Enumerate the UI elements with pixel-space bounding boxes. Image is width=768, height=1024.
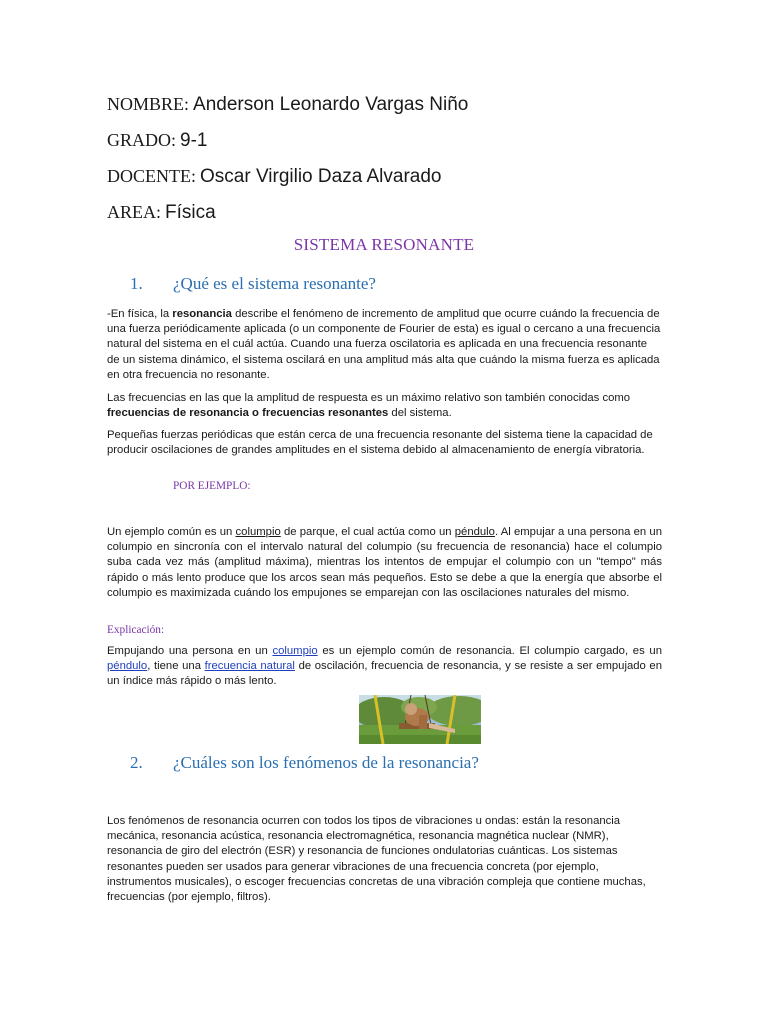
q2-paragraph-1: Los fenómenos de resonancia ocurren con todos los tipos de vibraciones u ondas: están la resonancia mecánica, resonancia acústica, resonancia electromagnética, resonancia magnética nuclear (NMR), resonancia de giro del electrón (ESR) y resonancia de funciones ondulatorias cuánticas. Los sistemas resonantes pueden ser usados para generar vibraciones de una frecuencia concreta (por ejemplo, instrumentos musicales), o escoger frecuencias concretas de una vibración compleja que contiene muchas, frecuencias (por ejemplo, filtros). xyxy=(107,815,646,904)
docente-label: DOCENTE: xyxy=(107,166,196,186)
q1-paragraph-1: -En física, la resonancia describe el fenómeno de incremento de amplitud que ocurre cuándo la frecuencia de una fuerza periódicamente aplicada (o un componente de Fourier de esta) es igual o cercano a una frecuencia natural del sistema en el cuál actúa. Cuando una fuerza oscilatoria es aplicada en una frecuencia resonante de un sistema dinámico, el sistema oscilará en una amplitud más alta que cuándo la misma fuerza es aplicada en otra frecuencia no resonante. xyxy=(107,308,661,381)
question-1-text: ¿Qué es el sistema resonante? xyxy=(173,274,376,293)
swing-photo-illustration xyxy=(359,695,481,744)
grado-line xyxy=(107,126,207,156)
question-2-text: ¿Cuáles son los fenómenos de la resonancia? xyxy=(173,753,479,772)
term-resonancia: resonancia xyxy=(172,308,232,320)
example-label: POR EJEMPLO: xyxy=(173,480,251,492)
q1-paragraph-2: Las frecuencias en las que la amplitud de respuesta es un máximo relativo son también conocidas como frecuencias de resonancia o frecuencias resonantes del sistema. xyxy=(107,392,631,420)
frecuencia-natural-link[interactable]: frecuencia natural xyxy=(204,660,295,673)
q1-paragraph-3: Pequeñas fuerzas periódicas que están cerca de una frecuencia resonante del sistema tiene la capacidad de producir oscilaciones de grandes amplitudes en el sistema debido al almacenamiento de energía vibratoria. xyxy=(107,429,653,457)
nombre-line xyxy=(107,90,468,120)
question-1-heading xyxy=(130,274,376,294)
document-title: SISTEMA RESONANTE xyxy=(293,235,475,254)
swing-photo xyxy=(359,695,481,744)
question-1-number: 1. xyxy=(130,274,143,293)
pendulo-underlined: péndulo xyxy=(454,526,495,538)
term-frecuencias-resonancia: frecuencias de resonancia o frecuencias resonantes xyxy=(107,407,389,420)
docente-value: Oscar Virgilio Daza Alvarado xyxy=(200,166,442,187)
nombre-label: NOMBRE: xyxy=(107,94,190,114)
area-value: Física xyxy=(165,202,216,223)
explanation-label: Explicación: xyxy=(107,624,165,636)
docente-line xyxy=(107,162,441,192)
nombre-value: Anderson Leonardo Vargas Niño xyxy=(193,94,469,115)
grado-label: GRADO: xyxy=(107,130,177,150)
columpio-link[interactable]: columpio xyxy=(272,645,318,657)
q1-paragraph-5: Empujando una persona en un columpio es un ejemplo común de resonancia. El columpio cargado, es un péndulo, tiene una frecuencia natural de oscilación, frecuencia de resonancia, y se resiste a ser empujado en un índice más rápido o más lento. xyxy=(107,645,663,688)
grado-value: 9-1 xyxy=(180,130,208,151)
columpio-underlined: columpio xyxy=(235,526,281,538)
area-line xyxy=(107,198,216,228)
area-label: AREA: xyxy=(107,202,161,222)
q1-paragraph-4: Un ejemplo común es un columpio de parque, el cual actúa como un péndulo. Al empujar a una persona en un columpio en sincronía con el intervalo natural del columpio (su frecuencia de resonancia) hace el columpio suba cada vez más (amplitud máxima), mientras los intentos de empujar el columpio con un "tempo" más rápido o más lento produce que los arcos sean más pequeños. Esto se debe a que la energía que absorbe el columpio es maximizada cuándo los empujones se emparejan con las oscilaciones naturales del mismo. xyxy=(107,526,662,599)
question-2-number: 2. xyxy=(130,753,143,772)
question-2-heading xyxy=(130,753,479,773)
pendulo-link[interactable]: péndulo xyxy=(107,660,148,673)
